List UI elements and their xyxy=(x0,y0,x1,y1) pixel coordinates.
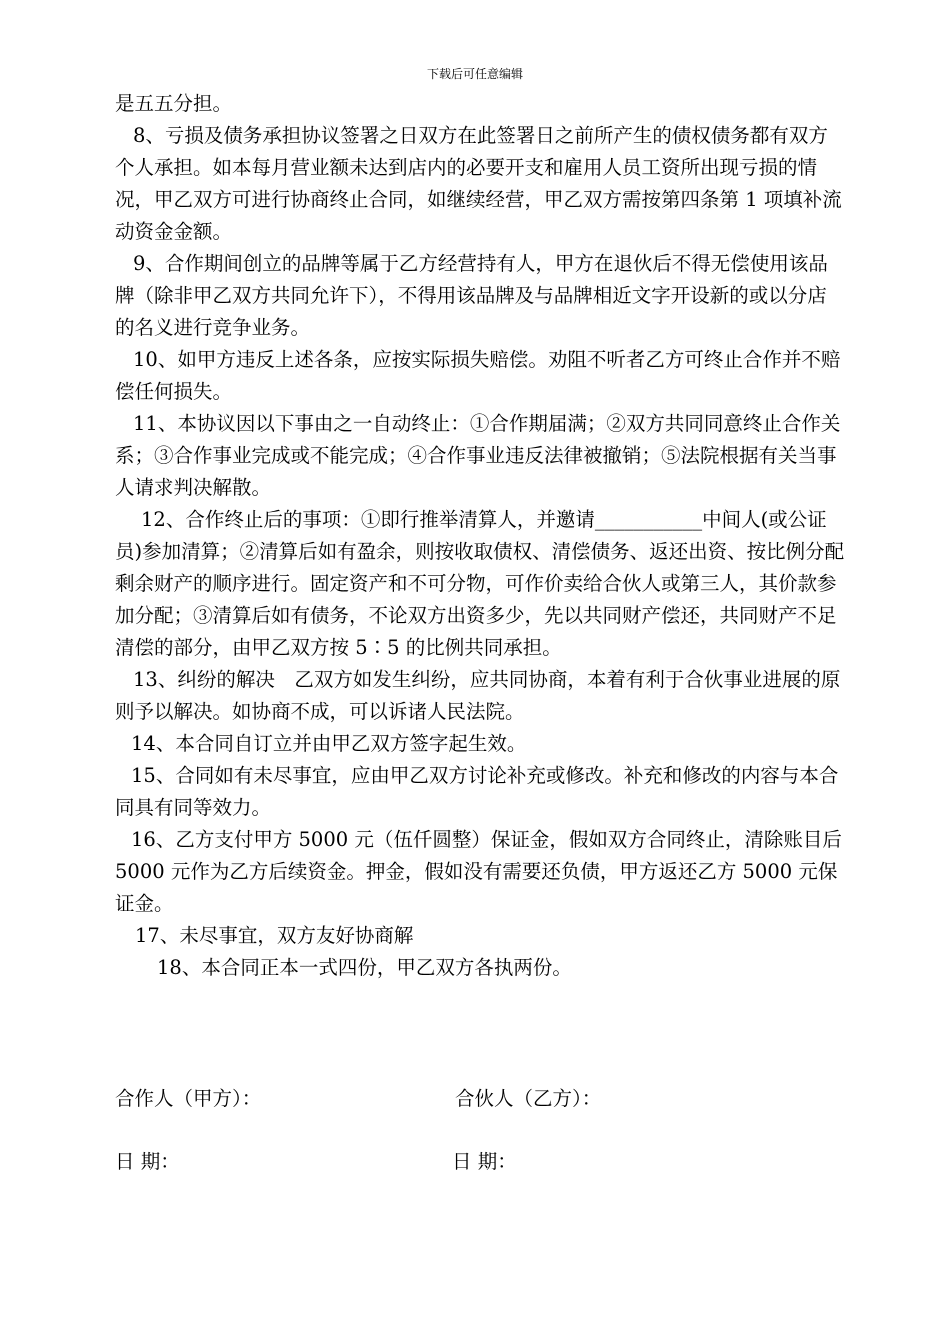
document-body xyxy=(115,88,845,984)
party-b-date-label: 日 期： xyxy=(452,1150,517,1173)
paragraph: 12、合作终止后的事项：①即行推举清算人，并邀请___________中间人(或公证员)参加清算；②清算后如有盈余，则按收取债权、清偿债务、返还出资、按比例分配剩余财产的顺序进行。固定资产和不可分物，可作价卖给合伙人或第三人，其价款参加分配；③清算后如有债务，不论双方出资多少，先以共同财产偿还，共同财产不足清偿的部分，由甲乙双方按 5∶5 的比例共同承担。 xyxy=(115,508,845,659)
paragraph: 10、如甲方违反上述各条，应按实际损失赔偿。劝阻不听者乙方可终止合作并不赔偿任何损失。 xyxy=(115,348,841,403)
paragraph: 15、合同如有未尽事宜，应由甲乙双方讨论补充或修改。补充和修改的内容与本合同具有同等效力。 xyxy=(115,764,839,819)
paragraph: 18、本合同正本一式四份，甲乙双方各执两份。 xyxy=(157,956,572,979)
paragraph: 13、纠纷的解决 乙双方如发生纠纷，应共同协商，本着有利于合伙事业进展的原则予以解决。如协商不成，可以诉诸人民法院。 xyxy=(115,668,841,723)
paragraph: 16、乙方支付甲方 5000 元（伍仟圆整）保证金，假如双方合同终止，清除账目后 5000 元作为乙方后续资金。押金，假如没有需要还负债，甲方返还乙方 5000 元保证金。 xyxy=(115,828,842,915)
party-a-date-label: 日 期： xyxy=(115,1150,180,1173)
paragraph: 是五五分担。 xyxy=(115,92,233,115)
party-a-signature-label: 合作人（甲方）： xyxy=(115,1087,262,1110)
paragraph: 17、未尽事宜，双方友好协商解 xyxy=(135,924,414,947)
paragraph: 9、合作期间创立的品牌等属于乙方经营持有人，甲方在退伙后不得无偿使用该品牌（除非甲乙双方共同允许下），不得用该品牌及与品牌相近文字开设新的或以分店的名义进行竞争业务。 xyxy=(115,252,828,339)
paragraph: 14、本合同自订立并由甲乙双方签字起生效。 xyxy=(131,732,527,755)
paragraph: 11、本协议因以下事由之一自动终止：①合作期届满；②双方共同同意终止合作关系；③合作事业完成或不能完成；④合作事业违反法律被撤销；⑤法院根据有关当事人请求判决解散。 xyxy=(115,412,841,499)
paragraph: 8、亏损及债务承担协议签署之日双方在此签署日之前所产生的债权债务都有双方个人承担。如本每月营业额未达到店内的必要开支和雇用人员工资所出现亏损的情况，甲乙双方可进行协商终止合同，如继续经营，甲乙双方需按第四条第 1 项填补流动资金金额。 xyxy=(115,124,842,243)
page-header: 下载后可任意编辑 xyxy=(426,67,523,81)
party-b-signature-label: 合伙人（乙方）： xyxy=(455,1087,602,1110)
